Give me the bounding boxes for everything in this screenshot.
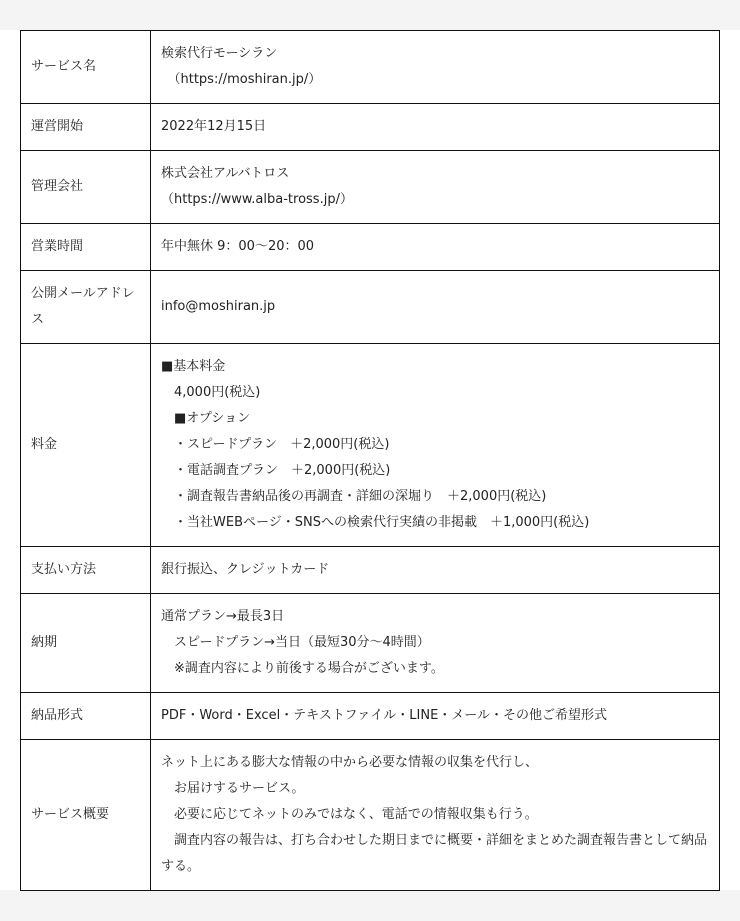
value-line: 銀行振込、クレジットカード <box>161 562 330 577</box>
table-row-pricing <box>21 344 720 547</box>
email-link[interactable]: info@moshiran.jp <box>161 299 276 314</box>
row-label: 納期 <box>21 594 151 693</box>
row-label: サービス名 <box>21 31 151 104</box>
value-line: ・スピードプラン ＋2,000円(税込) <box>161 437 390 452</box>
value-line: ・当社WEBページ・SNSへの検索代行実績の非掲載 ＋1,000円(税込) <box>161 515 590 530</box>
row-label: 管理会社 <box>21 151 151 224</box>
row-label: 料金 <box>21 344 151 547</box>
value-line: ■オプション <box>161 411 251 426</box>
content-area <box>0 30 740 890</box>
row-value <box>151 740 720 891</box>
row-value <box>151 344 720 547</box>
value-line: 株式会社アルバトロス <box>161 166 290 181</box>
value-line: 検索代行モーシラン <box>161 46 278 61</box>
row-value <box>151 104 720 151</box>
table-row-payment <box>21 547 720 594</box>
table-row-service-overview <box>21 740 720 891</box>
table-row-start-date <box>21 104 720 151</box>
table-row-service-name <box>21 31 720 104</box>
row-label: 公開メールアドレス <box>21 271 151 344</box>
value-line: ■基本料金 <box>161 359 226 374</box>
value-line: ネット上にある膨大な情報の中から必要な情報の収集を代行し、 <box>161 755 539 770</box>
service-url-link[interactable]: （https://moshiran.jp/） <box>161 72 322 87</box>
table-row-company <box>21 151 720 224</box>
value-line: スピードプラン→当日（最短30分〜4時間） <box>161 635 430 650</box>
value-line: 2022年12月15日 <box>161 119 267 134</box>
table-row-business-hours <box>21 224 720 271</box>
table-row-delivery-format <box>21 693 720 740</box>
value-line: 通常プラン→最長3日 <box>161 609 285 624</box>
row-label: 営業時間 <box>21 224 151 271</box>
row-value <box>151 151 720 224</box>
row-label: サービス概要 <box>21 740 151 891</box>
value-line: お届けするサービス。 <box>161 781 305 796</box>
row-label: 納品形式 <box>21 693 151 740</box>
value-line: 必要に応じてネットのみではなく、電話での情報収集も行う。 <box>161 807 538 822</box>
table-row-delivery-time <box>21 594 720 693</box>
value-line: 調査内容の報告は、打ち合わせした期日までに概要・詳細をまとめた調査報告書として納品する。 <box>161 833 708 874</box>
value-line: PDF・Word・Excel・テキストファイル・LINE・メール・その他ご希望形式 <box>161 708 608 723</box>
value-line: 年中無休 9：00〜20：00 <box>161 239 315 254</box>
company-url-link[interactable]: （https://www.alba-tross.jp/） <box>161 192 353 207</box>
service-info-table <box>20 30 720 891</box>
row-label: 支払い方法 <box>21 547 151 594</box>
row-label: 運営開始 <box>21 104 151 151</box>
table-row-email <box>21 271 720 344</box>
value-line: 4,000円(税込) <box>161 385 261 400</box>
row-value <box>151 594 720 693</box>
row-value <box>151 31 720 104</box>
row-value <box>151 547 720 594</box>
row-value <box>151 271 720 344</box>
row-value <box>151 693 720 740</box>
value-line: ・電話調査プラン ＋2,000円(税込) <box>161 463 391 478</box>
value-line: ・調査報告書納品後の再調査・詳細の深堀り ＋2,000円(税込) <box>161 489 547 504</box>
row-value <box>151 224 720 271</box>
value-line: ※調査内容により前後する場合がございます。 <box>161 661 444 676</box>
